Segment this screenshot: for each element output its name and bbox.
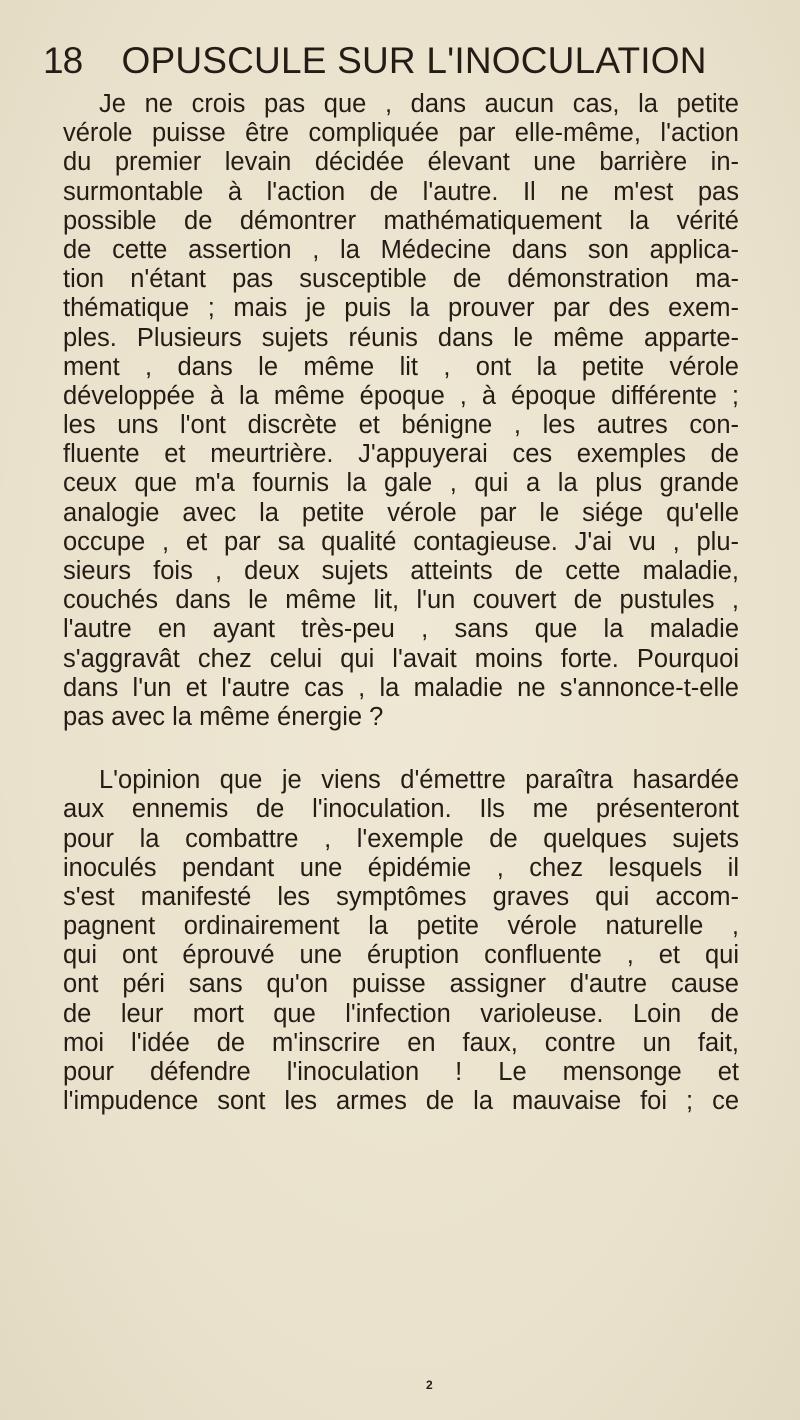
text-line: s'aggravât chez celui qui l'avait moins forte. Pourquoi (63, 644, 739, 673)
text-line: couchés dans le même lit, l'un couvert de pustules , (63, 586, 739, 615)
text-line: de leur mort que l'infection varioleuse. Loin de (63, 999, 739, 1028)
text-line: développée à la même époque , à époque différente ; (63, 381, 739, 410)
text-line: vérole puisse être compliquée par elle-même, l'action (63, 119, 739, 148)
text-line: analogie avec la petite vérole par le siége qu'elle (63, 498, 739, 527)
signature-mark: 2 (426, 1378, 433, 1392)
text-line: fluente et meurtrière. J'appuyerai ces exemples de (63, 440, 739, 469)
text-line: moi l'idée de m'inscrire en faux, contre un fait, (63, 1028, 739, 1057)
text-line: aux ennemis de l'inoculation. Ils me présenteront (63, 795, 739, 824)
text-line: les uns l'ont discrète et bénigne , les autres con- (63, 411, 739, 440)
text-line: dans l'un et l'autre cas , la maladie ne s'annonce-t-elle (63, 673, 739, 702)
running-head (43, 40, 763, 86)
text-line: possible de démontrer mathématiquement la vérité (63, 206, 739, 235)
text-line: inoculés pendant une épidémie , chez lesquels il (63, 853, 739, 882)
text-line: sieurs fois , deux sujets atteints de cette maladie, (63, 557, 739, 585)
text-line: surmontable à l'action de l'autre. Il ne m'est pas (63, 177, 739, 206)
text-line: thématique ; mais je puis la prouver par des exem- (63, 294, 739, 323)
text-line: s'est manifesté les symptômes graves qui accom- (63, 882, 739, 911)
text-line: pagnent ordinairement la petite vérole naturelle , (63, 912, 739, 941)
text-line: ment , dans le même lit , ont la petite vérole (63, 352, 739, 381)
paragraph-gap (63, 732, 739, 766)
text-line: occupe , et par sa qualité contagieuse. J'ai vu , plu- (63, 527, 739, 556)
text-line: qui ont éprouvé une éruption confluente , et qui (63, 941, 739, 970)
text-line: ont péri sans qu'on puisse assigner d'autre cause (63, 970, 739, 999)
text-line: pour la combattre , l'exemple de quelques sujets (63, 824, 739, 853)
paragraph (63, 766, 739, 1116)
text-line: ples. Plusieurs sujets réunis dans le même apparte- (63, 323, 739, 352)
text-line: l'autre en ayant très-peu , sans que la maladie (63, 615, 739, 644)
text-line: pas avec la même énergie ? (63, 702, 384, 731)
page-number: 18 (43, 40, 83, 81)
text-line: l'impudence sont les armes de la mauvaise foi ; ce (63, 1087, 739, 1116)
body-text (63, 90, 739, 1116)
text-line: tion n'étant pas susceptible de démonstration ma- (63, 265, 739, 294)
text-line: L'opinion que je viens d'émettre paraîtra hasardée (99, 766, 739, 795)
text-line: du premier levain décidée élevant une barrière in- (63, 148, 739, 177)
text-line: de cette assertion , la Médecine dans son applica- (63, 235, 739, 264)
text-line: ceux que m'a fournis la gale , qui a la plus grande (63, 469, 739, 498)
paragraph (63, 90, 739, 732)
text-line: Je ne crois pas que , dans aucun cas, la petite (99, 90, 739, 118)
text-line: pour défendre l'inoculation ! Le mensonge et (63, 1058, 739, 1086)
running-title: OPUSCULE SUR L'INOCULATION (121, 40, 707, 81)
